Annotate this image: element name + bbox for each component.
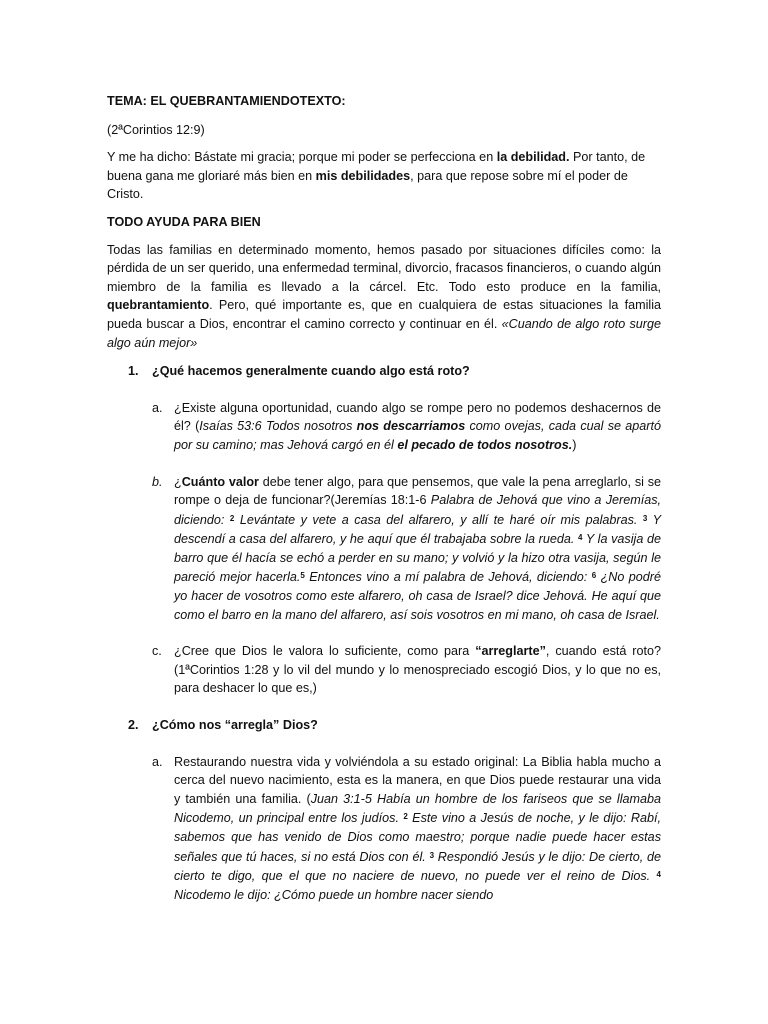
verse-number: 4 bbox=[577, 533, 583, 543]
bold-run: quebrantamiento bbox=[107, 298, 210, 313]
italic-run: Entonces vino a mí palabra de Jehová, diciendo: bbox=[304, 570, 592, 585]
verse-number: 4 bbox=[656, 870, 661, 880]
list-item-section-2 bbox=[107, 716, 661, 735]
verse-number: 5 bbox=[300, 571, 305, 581]
italic-run: Y descendí a casa del alfarero, y he aquí que él trabajaba sobre la rueda. bbox=[174, 512, 662, 547]
italic-run: Levántate y vete a casa del alfarero, y allí te haré oír mis palabras. bbox=[234, 512, 643, 527]
list-item-1b bbox=[107, 473, 661, 625]
italic-run: Isaías 53:6 Todos nosotros bbox=[199, 419, 357, 434]
text-run: . Pero, qué importante es, que en cualquiera de estas situaciones la familia pueda buscar a Dios, encontrar el camino correcto y continuar en él. bbox=[107, 298, 661, 331]
italic-run: Este vino a Jesús de noche, y le dijo: Rabí, sabemos que has venido de Dios como maestro; porque nadie puede hacer estas señales que tú haces, si no está Dios con él. bbox=[174, 811, 661, 864]
bold-italic-run: nos descarriamos bbox=[356, 419, 466, 434]
italic-run: ¿No podré yo hacer de vosotros como este alfarero, oh casa de Israel? dice Jehová. He aquí que como el barro en la mano del alfarero, así sois vosotros en mi mano, oh casa de Israel. bbox=[174, 570, 661, 622]
list-item-text bbox=[174, 642, 661, 698]
text-run: Todas las familias en determinado momento, hemos pasado por situaciones difíciles como: la pérdida de un ser querido, una enfermedad terminal, divorcio, fracasos financieros, o cuando algún miembro de la familia es llevado a la cárcel. Etc. Todo esto produce en la familia, bbox=[107, 242, 661, 294]
document-page bbox=[107, 92, 661, 904]
list-number: 2. bbox=[128, 718, 139, 733]
list-item-text bbox=[174, 473, 661, 625]
bold-run: Cuánto valor bbox=[181, 474, 259, 489]
verse-number: 2 bbox=[403, 812, 408, 822]
italic-run: «Cuando de algo roto surge algo aún mejor» bbox=[107, 316, 662, 350]
text-run: , para que repose sobre mí el poder de Cristo. bbox=[107, 168, 628, 202]
verse-number: 3 bbox=[642, 513, 648, 523]
section-heading: ¿Qué hacemos generalmente cuando algo está roto? bbox=[152, 364, 470, 379]
text-run: debe tener algo, para que pensemos, que vale la pena arreglarlo, si se rompe o deja de funcionar?(Jeremías 18:1-6 bbox=[174, 474, 661, 508]
text-run: ¿Existe alguna oportunidad, cuando algo se rompe pero no podemos deshacernos de él? ( bbox=[174, 400, 661, 434]
verse-number: 3 bbox=[429, 850, 435, 860]
verse-number: 2 bbox=[229, 513, 235, 523]
italic-run: como ovejas, cada cual se apartó por su camino; mas Jehová cargó en él bbox=[174, 419, 661, 452]
text-run: Y me ha dicho: Bástate mi gracia; porque mi poder se perfecciona en bbox=[107, 150, 497, 165]
italic-run: Nicodemo le dijo: ¿Cómo puede un hombre nacer siendo bbox=[174, 887, 494, 902]
text-run: ) bbox=[572, 437, 577, 452]
verse-paragraph bbox=[107, 148, 661, 204]
scripture-reference: (2ªCorintios 12:9) bbox=[107, 122, 205, 137]
list-letter: a. bbox=[152, 400, 163, 415]
text-run: , cuando está roto? (1ªCorintios 1:28 y lo vil del mundo y lo menospreciado escogió Dios, y lo que no es, para deshacer lo que es,) bbox=[174, 644, 662, 696]
list-item-1a bbox=[107, 399, 661, 455]
bold-run: “arreglarte” bbox=[475, 644, 546, 659]
list-item-text bbox=[174, 399, 661, 455]
list-item-1c bbox=[107, 642, 661, 698]
verse-number: 6 bbox=[591, 571, 597, 581]
italic-run: Respondió Jesús y le dijo: De cierto, de cierto te digo, que el que no naciere de nuevo, no puede ver el reino de Dios. bbox=[174, 849, 661, 884]
list-letter: c. bbox=[152, 644, 162, 659]
bold-run: la debilidad. bbox=[496, 150, 570, 165]
italic-run: Juan 3:1-5 Había un hombre de los fariseos que se llamaba Nicodemo, un principal entre los judíos. bbox=[174, 791, 661, 826]
list-item-section-1 bbox=[107, 362, 661, 381]
list-item-text bbox=[174, 753, 661, 905]
list-item-2a bbox=[107, 753, 661, 905]
list-number: 1. bbox=[128, 364, 139, 379]
italic-run: Y la vasija de barro que él hacía se echó a perder en su mano; y volvió y la hizo otra vasija, según le pareció mejor hacerla. bbox=[174, 532, 661, 585]
list-letter: a. bbox=[152, 754, 163, 769]
list-letter: b. bbox=[152, 474, 163, 489]
document-title: TEMA: EL QUEBRANTAMIENDOTEXTO: bbox=[107, 94, 346, 108]
bold-run: mis debilidades bbox=[315, 168, 411, 183]
text-run: ¿Cree que Dios le valora lo suficiente, como para bbox=[174, 644, 476, 659]
text-run: Restaurando nuestra vida y volviéndola a su estado original: La Biblia habla mucho a cerca del nuevo nacimiento, esta es la manera, en que Dios puede restaurar una vida y también una familia. ( bbox=[174, 754, 661, 806]
text-run: ¿ bbox=[174, 474, 182, 489]
section-heading: ¿Cómo nos “arregla” Dios? bbox=[152, 718, 318, 733]
section-subtitle: TODO AYUDA PARA BIEN bbox=[107, 214, 261, 229]
bold-italic-run: el pecado de todos nosotros. bbox=[397, 437, 573, 452]
text-run: Por tanto, de buena gana me gloriaré más bien en bbox=[107, 150, 646, 183]
italic-run: Palabra de Jehová que vino a Jeremías, diciendo: bbox=[174, 493, 661, 527]
intro-paragraph bbox=[107, 241, 661, 353]
